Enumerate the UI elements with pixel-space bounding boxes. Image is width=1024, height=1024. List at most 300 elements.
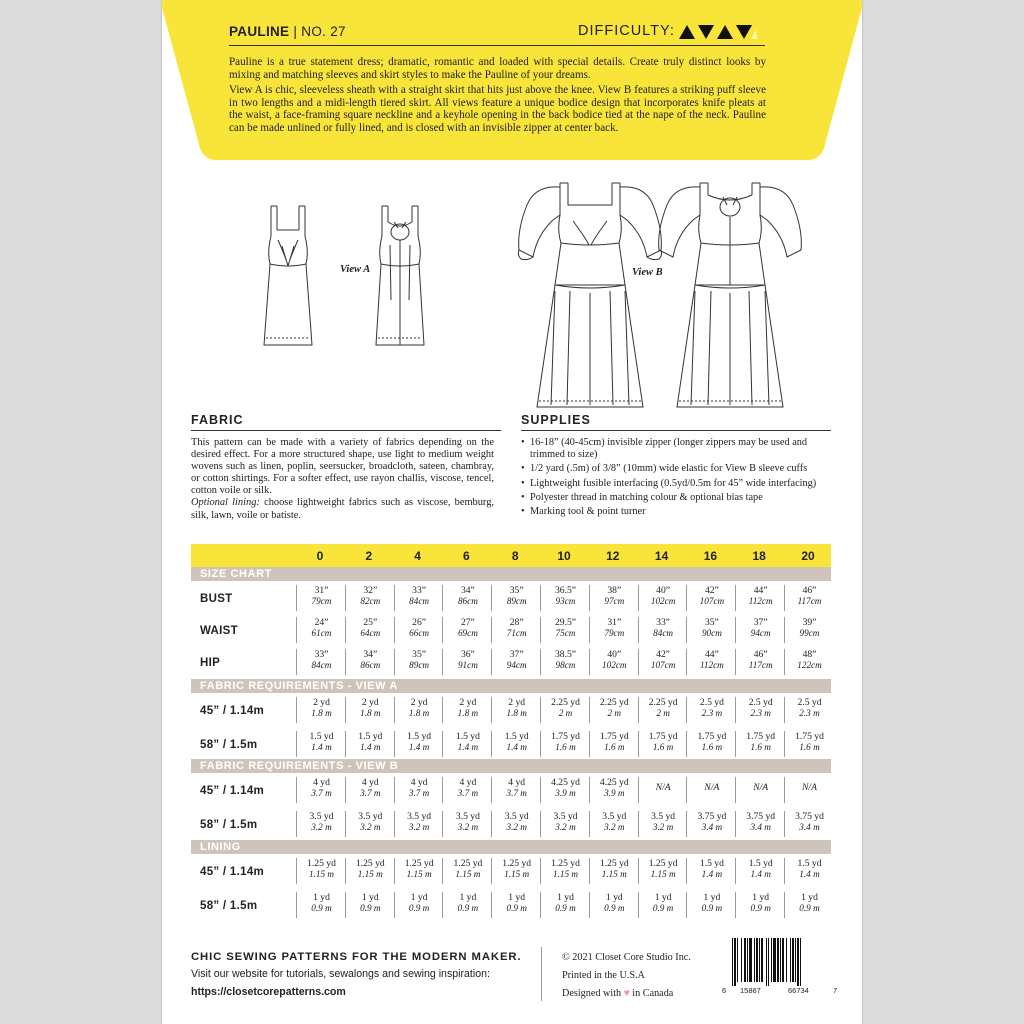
chart-cell [491,892,541,918]
chart-cell-imperial: 2.25 yd [599,697,629,708]
chart-cell-imperial: 1.5 yd [309,731,334,742]
chart-cell-imperial: 1.75 yd [648,731,678,742]
barcode-bar [761,938,763,982]
difficulty-rating-icon [679,24,757,40]
chart-cell-imperial: 4.25 yd [599,777,629,788]
chart-cell-metric: 1.4 m [457,742,479,752]
chart-cell [442,585,492,611]
chart-cell [345,731,395,757]
chart-cell [540,585,590,611]
chart-cell-imperial: 31” [314,585,329,596]
chart-cell-metric: 89cm [409,660,430,670]
barcode-bar [780,938,781,982]
chart-cell [394,811,444,837]
chart-cell [784,731,834,757]
chart-cell [296,777,346,803]
chart-cell [442,892,492,918]
size-header-8: 8 [511,549,519,563]
barcode-bar [737,938,738,982]
chart-cell [394,697,444,723]
size-header-4: 4 [414,549,421,563]
chart-cell [589,858,639,884]
chart-cell [686,892,736,918]
barcode-bar [800,938,801,986]
chart-cell-metric: 64cm [360,628,381,638]
chart-cell-metric: 79cm [311,596,332,606]
chart-cell-imperial: 36.5” [554,585,577,596]
chart-cell-imperial: 35” [704,617,719,628]
chart-cell-imperial: 31” [607,617,622,628]
chart-section-bar [191,840,831,854]
chart-cell [394,731,444,757]
barcode-bar [782,938,784,982]
chart-cell [784,649,834,675]
intro-text [229,56,766,138]
chart-cell-na: N/A [753,782,769,793]
chart-cell-imperial: 1.25 yd [551,858,580,869]
chart-cell-metric: 1.15 m [552,869,578,879]
chart-cell-imperial: 1 yd [557,892,574,903]
chart-cell-metric: 94cm [750,628,771,638]
supply-item: • 16-18” (40-45cm) invisible zipper (longer zippers may be used and trimmed to size) [521,437,836,461]
chart-cell-imperial: 26” [412,617,427,628]
size-header-row [191,544,831,567]
chart-cell-metric: 3.2 m [408,822,430,832]
chart-cell-metric: 3.7 m [360,788,381,798]
fabric-lining-text: choose lightweight fabrics such as viscose, bemburg, silk, lawn, voile or batiste. [191,497,494,521]
chart-cell-imperial: 2 yd [508,697,526,708]
chart-cell [638,811,688,837]
view-a-back-dress-icon [376,206,424,345]
chart-cell [735,649,785,675]
size-header-16: 16 [703,549,718,563]
chart-cell [345,649,395,675]
size-header-2: 2 [365,549,373,563]
chart-cell-metric: 84cm [311,660,332,670]
size-header-18: 18 [752,549,766,563]
chart-cell-metric: 3.2 m [457,822,479,832]
chart-cell-metric: 1.15 m [650,869,676,879]
title-divider [229,45,765,46]
chart-cell-metric: 1.15 m [601,869,627,879]
chart-cell-imperial: 38” [607,585,622,596]
chart-cell-imperial: 3.75 yd [697,811,727,822]
chart-cell-metric: 3.4 m [750,822,771,832]
size-header-6: 6 [463,549,470,563]
chart-cell [491,811,541,837]
copyright-text: © 2021 Closet Core Studio Inc. [562,952,691,963]
chart-section-bar [191,567,831,581]
chart-cell [735,697,785,723]
chart-cell-imperial: 39” [802,617,817,628]
chart-cell [784,585,834,611]
chart-cell-imperial: 25” [363,617,378,628]
chart-cell [345,585,395,611]
chart-cell-imperial: 44” [704,649,719,660]
chart-section-bar [191,679,831,693]
barcode-bar [768,938,769,986]
chart-cell-metric: 3.2 m [506,822,527,832]
chart-section-title: FABRIC REQUIREMENTS - VIEW B [200,760,399,772]
chart-cell-imperial: 1.25 yd [648,858,678,869]
chart-cell [345,777,395,803]
chart-cell-imperial: 44” [753,585,768,596]
view-a-illustration [262,200,442,360]
chart-cell-imperial: 37” [753,617,768,628]
chart-row-label: 45” / 1.14m [200,866,265,878]
chart-cell-metric: 89cm [506,596,527,606]
chart-cell-imperial: 1.75 yd [599,731,629,742]
chart-cell-imperial: 2.5 yd [748,697,773,708]
chart-cell [491,777,541,803]
chart-cell-metric: 1.8 m [311,708,332,718]
chart-cell-metric: 1.4 m [750,869,771,879]
chart-cell [491,731,541,757]
chart-cell [638,649,688,675]
chart-cell-imperial: 4.25 yd [551,777,580,788]
chart-cell-metric: 91cm [457,660,478,670]
chart-cell-imperial: 1 yd [508,892,526,903]
chart-cell-imperial: 46” [802,585,817,596]
chart-cell [540,811,590,837]
chart-cell [638,892,688,918]
chart-cell-imperial: 1.75 yd [697,731,727,742]
chart-cell-metric: 0.9 m [506,903,527,913]
chart-cell-metric: 1.15 m [406,869,432,879]
chart-cell-metric: 3.2 m [652,822,674,832]
chart-cell [394,585,444,611]
view-a-front-dress-icon [264,206,312,345]
chart-cell-imperial: 1.25 yd [404,858,434,869]
chart-cell [589,697,639,723]
chart-cell-metric: 3.7 m [457,788,479,798]
chart-cell [491,649,541,675]
supplies-divider [521,430,831,431]
chart-cell [735,811,785,837]
barcode-bar [747,938,748,982]
chart-cell-imperial: 1.5 yd [699,858,724,869]
view-a-label: View A [340,264,371,275]
chart-cell [491,697,541,723]
chart-cell-metric: 1.6 m [555,742,576,752]
chart-cell-imperial: 1 yd [703,892,721,903]
chart-cell-metric: 90cm [701,628,722,638]
chart-cell-metric: 1.15 m [308,869,334,879]
barcode-bar [759,938,760,982]
barcode-right-digits: 66734 [788,986,809,995]
chart-row-label: HIP [200,657,221,669]
chart-cell-imperial: 1 yd [654,892,672,903]
chart-cell [345,858,395,884]
chart-cell [491,585,541,611]
chart-section-title: FABRIC REQUIREMENTS - VIEW A [200,680,398,692]
barcode-bar [756,938,758,982]
chart-cell-metric: 0.9 m [701,903,723,913]
chart-cell-imperial: 1.75 yd [746,731,776,742]
chart-cell-metric: 2 m [607,708,622,718]
chart-cell-imperial: 37” [509,649,524,660]
chart-cell-metric: 0.9 m [457,903,479,913]
chart-section-title: LINING [200,841,241,853]
difficulty-label: DIFFICULTY: [578,23,675,39]
chart-cell [589,649,639,675]
chart-cell-metric: 0.9 m [652,903,674,913]
pattern-name: PAULINE [229,24,290,39]
chart-cell-imperial: 3.5 yd [309,811,334,822]
chart-cell-imperial: 1.5 yd [407,731,432,742]
chart-cell-metric: 1.15 m [504,869,530,879]
chart-cell-metric: 0.9 m [360,903,381,913]
chart-cell-imperial: 33” [656,617,671,628]
chart-cell-metric: 3.7 m [408,788,430,798]
barcode-bar [749,938,752,982]
barcode-bar [777,938,779,982]
chart-cell-imperial: 1 yd [801,892,818,903]
chart-cell [296,617,346,643]
website-link[interactable]: https://closetcorepatterns.com [191,986,346,998]
size-header-14: 14 [654,549,669,563]
chart-cell [296,858,346,884]
chart-cell-metric: 1.4 m [408,742,430,752]
chart-cell-imperial: 33” [314,649,329,660]
footer-tagline: CHIC SEWING PATTERNS FOR THE MODERN MAKER. [191,951,522,963]
chart-cell-imperial: 1.25 yd [453,858,483,869]
chart-cell-imperial: 32” [363,585,378,596]
chart-cell-imperial: 2 yd [361,697,379,708]
chart-row-label: 58” / 1.5m [200,900,258,912]
chart-cell-metric: 0.9 m [311,903,332,913]
chart-cell [589,585,639,611]
size-header-10: 10 [557,549,571,563]
chart-cell-metric: 1.15 m [455,869,481,879]
barcode-bar [766,938,767,986]
intro-paragraph-2: View A is chic, sleeveless sheath with a straight skirt that hits just above the knee. View B features a striking puff sleeve in two lengths and a midi-length tiered skirt. All views feature a unique bodice design that incorporates knife pleats at the waist, a face-framing square neckline and a keyhole opening in the back bodice tied at the nape of the neck. Pauline can be made unlined or fully lined, and is closed with an invisible zipper at center back. [229,84,766,134]
supply-item: • 1/2 yard (.5m) of 3/8” (10mm) wide elastic for View B sleeve cuffs [521,463,836,475]
chart-cell [686,617,736,643]
chart-cell [345,617,395,643]
chart-cell-imperial: 2.5 yd [699,697,724,708]
chart-cell [686,731,736,757]
chart-cell-imperial: 2 yd [459,697,477,708]
chart-cell-metric: 3.2 m [360,822,381,832]
chart-cell-metric: 2 m [656,708,670,718]
chart-cell-metric: 93cm [555,596,576,606]
chart-cell-imperial: 2.5 yd [797,697,822,708]
chart-cell-na: N/A [704,782,720,793]
footer-visit-text: Visit our website for tutorials, sewalongs and sewing inspiration: [191,968,490,980]
chart-cell-imperial: 46” [753,649,768,660]
chart-cell [491,858,541,884]
chart-cell [394,777,444,803]
chart-cell-imperial: 1 yd [752,892,770,903]
printed-in-text: Printed in the U.S.A [562,970,645,981]
chart-cell-imperial: 3.75 yd [746,811,776,822]
chart-cell [589,731,639,757]
chart-cell [296,697,346,723]
chart-cell-metric: 3.7 m [506,788,527,798]
chart-cell-metric: 1.4 m [360,742,381,752]
chart-cell [540,617,590,643]
chart-cell-metric: 1.4 m [311,742,332,752]
barcode-left-digits: 15867 [740,986,761,995]
chart-cell-imperial: 1 yd [313,892,330,903]
chart-cell [784,777,834,803]
fabric-divider [191,430,501,431]
chart-cell-metric: 61cm [311,628,332,638]
chart-cell-metric: 97cm [604,596,625,606]
chart-cell [735,585,785,611]
chart-cell [540,697,590,723]
chart-cell-metric: 1.6 m [652,742,674,752]
chart-cell [638,731,688,757]
chart-cell-imperial: 2.25 yd [648,697,678,708]
chart-cell-imperial: 42” [704,585,719,596]
chart-cell-metric: 1.6 m [604,742,625,752]
chart-cell-metric: 0.9 m [604,903,625,913]
chart-cell-imperial: 34” [363,649,378,660]
chart-row-label: 58” / 1.5m [200,819,258,831]
chart-cell-metric: 3.4 m [799,822,820,832]
chart-row-label: 45” / 1.14m [200,705,265,717]
chart-cell-metric: 122cm [797,660,822,670]
supply-item: • Lightweight fusible interfacing (0.5yd/0.5m for 45” wide interfacing) [521,478,836,490]
heart-icon: ♥ [623,988,630,999]
chart-cell-imperial: 29.5” [554,617,577,628]
size-header-0: 0 [316,549,324,563]
chart-cell-metric: 3.7 m [311,788,332,798]
chart-cell-metric: 1.8 m [408,708,430,718]
chart-cell-imperial: 40” [607,649,622,660]
chart-cell [686,697,736,723]
chart-cell-metric: 84cm [409,596,430,606]
chart-cell-metric: 82cm [360,596,381,606]
chart-cell-metric: 117cm [748,660,773,670]
chart-cell [638,697,688,723]
barcode-bar [792,938,794,982]
chart-cell-imperial: 1.75 yd [551,731,580,742]
chart-cell-imperial: 3.5 yd [358,811,383,822]
chart-cell [345,811,395,837]
barcode-bar [797,938,799,986]
chart-cell-imperial: 1.5 yd [748,858,773,869]
chart-cell [735,617,785,643]
barcode-bar [771,938,772,982]
chart-cell-imperial: 4 yd [361,777,379,788]
chart-cell-imperial: 48” [802,649,817,660]
fabric-lining-note [191,497,494,521]
designed-suffix: in Canada [632,988,674,999]
chart-cell-imperial: 4 yd [313,777,330,788]
chart-cell-imperial: 42” [656,649,671,660]
chart-cell [686,777,736,803]
chart-cell-imperial: 3.5 yd [602,811,627,822]
chart-cell [589,617,639,643]
chart-cell [296,731,346,757]
chart-row-label: 45” / 1.14m [200,785,265,797]
chart-cell-metric: 1.6 m [701,742,723,752]
chart-cell-metric: 1.6 m [799,742,820,752]
chart-cell-imperial: 38.5” [554,649,577,660]
chart-cell-metric: 1.8 m [360,708,381,718]
barcode-bar [744,938,746,982]
barcode-bar [786,938,787,982]
supplies-list [521,437,836,520]
chart-cell-metric: 79cm [604,628,625,638]
chart-cell-imperial: 1 yd [361,892,379,903]
view-b-back-dress-icon [659,183,802,407]
barcode-bar [754,938,755,982]
chart-cell-metric: 3.9 m [555,788,576,798]
chart-cell-metric: 3.2 m [604,822,625,832]
fabric-heading: FABRIC [191,413,244,427]
chart-cell [686,585,736,611]
chart-cell-imperial: 1 yd [605,892,623,903]
chart-cell [686,858,736,884]
chart-cell-imperial: 1 yd [459,892,477,903]
barcode-bar [741,938,742,982]
barcode-bar [790,938,791,982]
barcode-icon [730,938,830,988]
chart-cell [589,892,639,918]
chart-cell [296,892,346,918]
chart-row-label: WAIST [200,625,238,637]
chart-cell-na: N/A [655,782,671,793]
chart-cell-metric: 0.9 m [555,903,576,913]
chart-cell-imperial: 35” [412,649,427,660]
chart-cell-metric: 75cm [555,628,576,638]
chart-cell-imperial: 4 yd [410,777,428,788]
chart-cell [442,697,492,723]
barcode-bar [773,938,776,982]
supply-item: • Marking tool & point turner [521,506,836,518]
chart-cell-metric: 112cm [748,596,773,606]
chart-cell [735,892,785,918]
supply-item: • Polyester thread in matching colour & optional bias tape [521,492,836,504]
chart-cell-metric: 94cm [506,660,527,670]
barcode-check-digit: 7 [833,986,838,995]
chart-cell [540,777,590,803]
chart-cell-metric: 1.4 m [506,742,527,752]
size-header-12: 12 [606,549,620,563]
fabric-paragraph: This pattern can be made with a variety of fabrics depending on the desired effect. For a more structured shape, use light to medium weight wovens such as linen, poplin, seersucker, broadcloth, sateen, chambray, or cotton shirtings. For a softer effect, use rayon challis, viscose, tencel, cotton voile or silk. [191,437,494,497]
chart-cell-imperial: 1.5 yd [358,731,383,742]
chart-cell [638,777,688,803]
chart-cell-metric: 66cm [409,628,430,638]
chart-cell [540,731,590,757]
chart-cell-imperial: 3.75 yd [795,811,824,822]
chart-cell-metric: 98cm [555,660,576,670]
designed-prefix: Designed with [562,988,622,999]
chart-cell [442,617,492,643]
chart-cell-metric: 2.3 m [701,708,723,718]
chart-cell-imperial: 4 yd [459,777,477,788]
chart-cell [735,858,785,884]
chart-cell [735,777,785,803]
chart-cell-imperial: 33” [412,585,427,596]
chart-cell-imperial: 1.75 yd [795,731,824,742]
chart-cell [296,811,346,837]
chart-cell [296,649,346,675]
fabric-text [191,437,494,522]
chart-cell-metric: 112cm [699,660,724,670]
chart-cell [394,649,444,675]
chart-cell-metric: 2.3 m [799,708,820,718]
chart-cell-imperial: 1.5 yd [455,731,480,742]
chart-cell [345,892,395,918]
barcode-lead-digit: 6 [722,986,727,995]
chart-cell-imperial: 27” [460,617,475,628]
chart-cell-metric: 0.9 m [408,903,430,913]
